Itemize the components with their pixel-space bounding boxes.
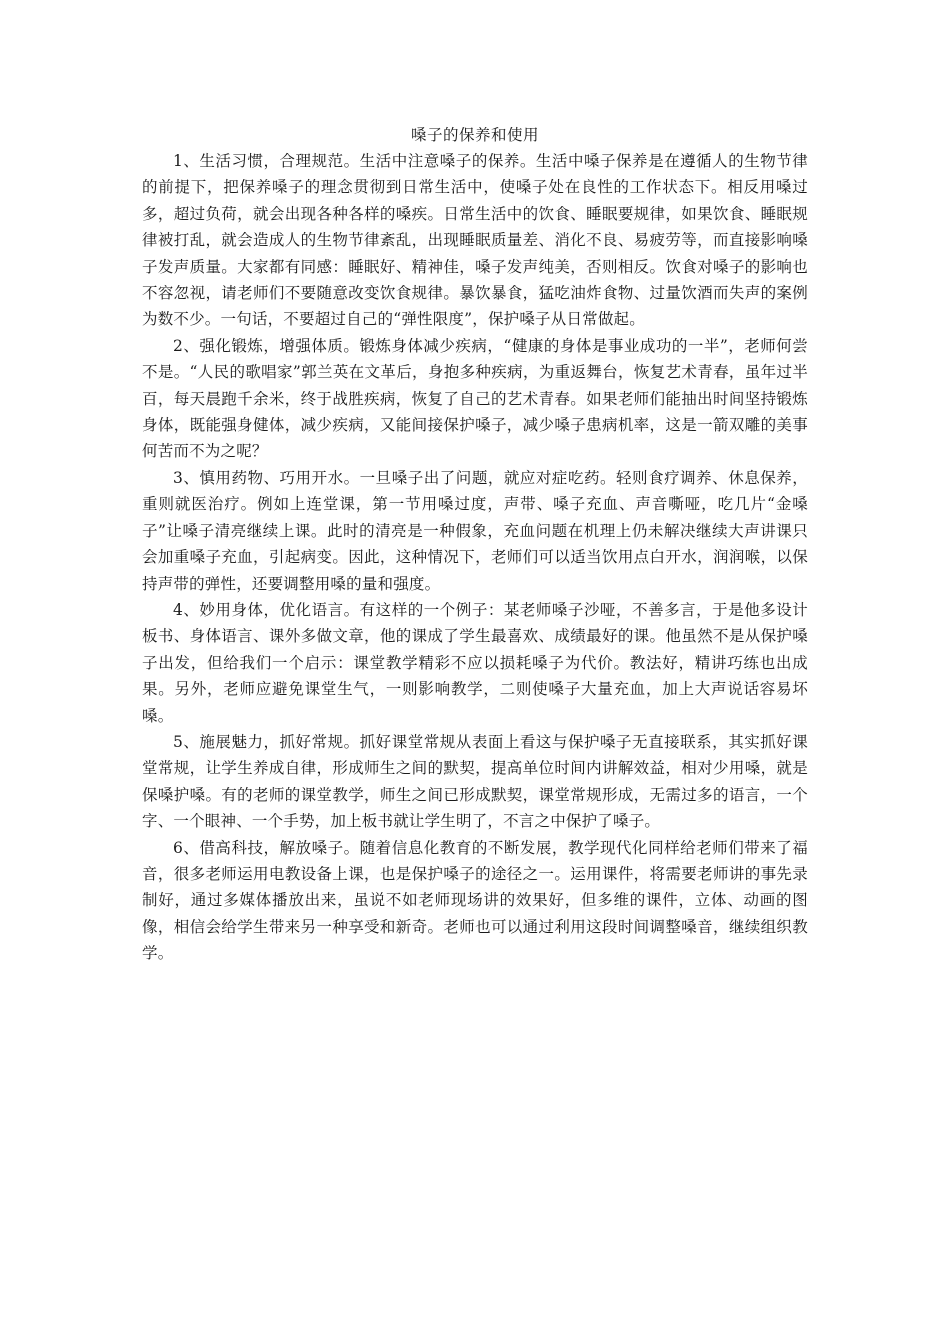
paragraph-5: 5、施展魅力，抓好常规。抓好课堂常规从表面上看这与保护嗓子无直接联系，其实抓好课堂常规，让学生养成自律，形成师生之间的默契，提高单位时间内讲解效益，相对少用嗓，就是保嗓护嗓。有的老师的课堂教学，师生之间已形成默契，课堂常规形成，无需过多的语言，一个字、一个眼神、一个手势，加上板书就让学生明了，不言之中保护了嗓子。 xyxy=(142,732,808,831)
paragraph-1: 1、生活习惯，合理规范。生活中注意嗓子的保养。生活中嗓子保养是在遵循人的生物节律的前提下，把保养嗓子的理念贯彻到日常生活中，使嗓子处在良性的工作状态下。相反用嗓过多，超过负荷，就会出现各种各样的嗓疾。日常生活中的饮食、睡眠要规律，如果饮食、睡眠规律被打乱，就会造成人的生物节律紊乱，出现睡眠质量差、消化不良、易疲劳等，而直接影响嗓子发声质量。大家都有同感：睡眠好、精神佳，嗓子发声纯美，否则相反。饮食对嗓子的影响也不容忽视，请老师们不要随意改变饮食规律。暴饮暴食，猛吃油炸食物、过量饮酒而失声的案例为数不少。一句话，不要超过自己的“弹性限度”，保护嗓子从日常做起。 xyxy=(142,152,808,329)
document-page xyxy=(142,122,808,967)
document-title: 嗓子的保养和使用 xyxy=(410,126,539,144)
paragraph-3: 3、慎用药物、巧用开水。一旦嗓子出了问题，就应对症吃药。轻则食疗调养、休息保养，重则就医治疗。例如上连堂课，第一节用嗓过度，声带、嗓子充血、声音嘶哑，吃几片“金嗓子”让嗓子清亮继续上课。此时的清亮是一种假象，充血问题在机理上仍未解决继续大声讲课只会加重嗓子充血，引起病变。因此，这种情况下，老师们可以适当饮用点白开水，润润喉，以保持声带的弹性，还要调整用嗓的量和强度。 xyxy=(142,468,808,593)
paragraph-6: 6、借高科技，解放嗓子。随着信息化教育的不断发展，教学现代化同样给老师们带来了福音，很多老师运用电教设备上课，也是保护嗓子的途径之一。运用课件，将需要老师讲的事先录制好，通过多媒体播放出来，虽说不如老师现场讲的效果好，但多维的课件，立体、动画的图像，相信会给学生带来另一种享受和新奇。老师也可以通过利用这段时间调整嗓音，继续组织教学。 xyxy=(142,838,808,963)
paragraph-4: 4、妙用身体，优化语言。有这样的一个例子：某老师嗓子沙哑，不善多言，于是他多设计板书、身体语言、课外多做文章，他的课成了学生最喜欢、成绩最好的课。他虽然不是从保护嗓子出发，但给我们一个启示：课堂教学精彩不应以损耗嗓子为代价。教法好，精讲巧练也出成果。另外，老师应避免课堂生气，一则影响教学，二则使嗓子大量充血，加上大声说话容易坏嗓。 xyxy=(142,600,808,725)
paragraph-2: 2、强化锻炼，增强体质。锻炼身体减少疾病，“健康的身体是事业成功的一半”，老师何尝不是。“人民的歌唱家”郭兰英在文革后，身抱多种疾病，为重返舞台，恢复艺术青春，虽年过半百，每天晨跑千余米，终于战胜疾病，恢复了自己的艺术青春。如果老师们能抽出时间坚持锻炼身体，既能强身健体，减少疾病，又能间接保护嗓子，减少嗓子患病机率，这是一箭双雕的美事何苦而不为之呢？ xyxy=(142,336,808,461)
